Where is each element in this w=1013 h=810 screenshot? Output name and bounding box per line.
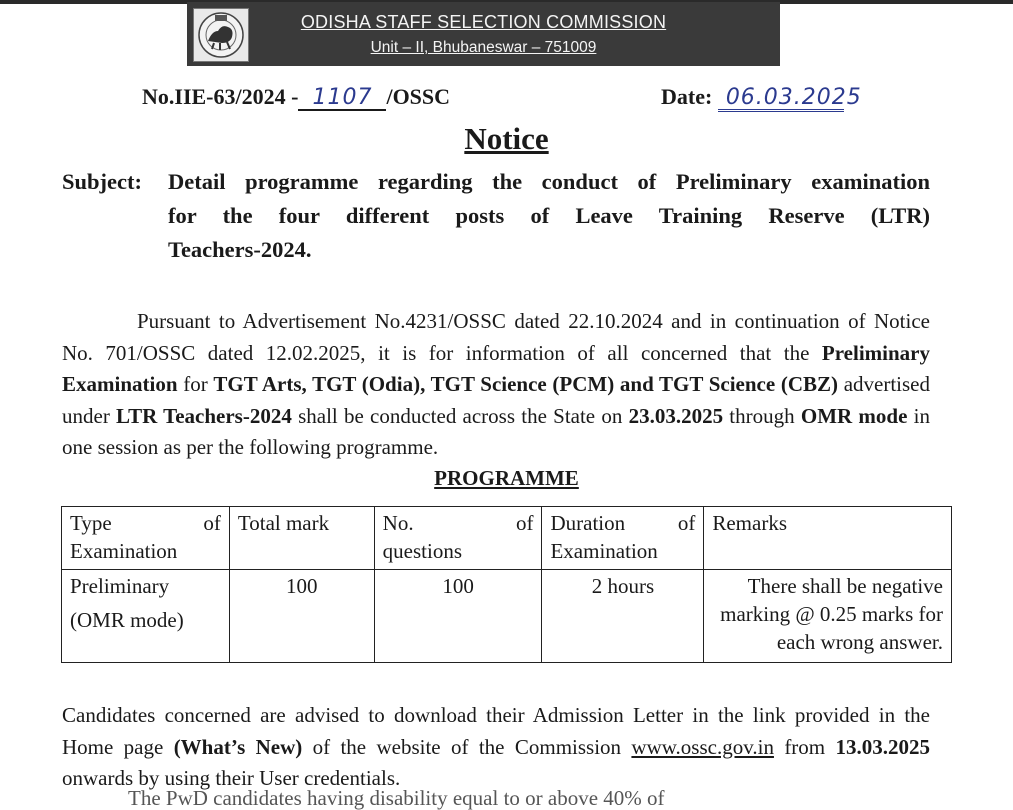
body-text: through [723, 403, 801, 428]
website-link[interactable]: www.ossc.gov.in [631, 734, 774, 759]
notice-date [661, 84, 862, 112]
subject-line-1: Detail programme regarding the conduct of Preliminary examination [168, 169, 930, 194]
header-duration [542, 507, 704, 570]
body-text: Pursuant to Advertisement No.4231/OSSC dated 22.10.2024 and in continuation of Notice No. 701/OSSC dated 12.02.2025, it is for information of all concerned that the [62, 309, 930, 365]
subject-label: Subject: [62, 169, 142, 194]
admission-date: 13.03.2025 [835, 734, 930, 759]
header-text: of [203, 511, 221, 535]
body-text: for [177, 372, 214, 396]
closing-text: Candidates concerned are advised to download their Admission Letter in the link provided in the Home page [62, 703, 930, 759]
notice-title: Notice [464, 121, 549, 156]
table-row [62, 570, 952, 663]
header-text: Examination [70, 539, 178, 563]
cutoff-next-paragraph: The PwD candidates having disability equal to or above 40% of [128, 786, 665, 810]
closing-text: of the website of the Commission [302, 734, 632, 759]
header-total-mark: Total mark [229, 507, 374, 570]
table-header-row [62, 507, 952, 570]
cell-total-mark: 100 [229, 570, 374, 663]
cell-duration: 2 hours [542, 570, 704, 663]
body-bold: TGT Arts, TGT (Odia), TGT Science (PCM) and TGT Science (CBZ) [213, 372, 839, 396]
header-text: of [515, 511, 534, 535]
body-text: advertised under [62, 372, 931, 428]
ref-prefix: No.IIE-63/2024 - [142, 84, 299, 109]
programme-table [61, 506, 952, 663]
header-type [62, 507, 230, 570]
cell-text: (OMR mode) [70, 608, 184, 632]
ref-suffix: /OSSC [386, 84, 451, 109]
org-name: ODISHA STAFF SELECTION COMMISSION [300, 12, 667, 32]
body-text: shall be conducted across the State on [291, 403, 629, 428]
header-text: questions [382, 539, 462, 563]
reference-number [142, 84, 450, 111]
header-text: No. [382, 511, 414, 535]
body-bold: Preliminary Examination [62, 340, 930, 396]
header-text: Examination [550, 539, 658, 563]
body-text: in one session as per the following programme. [62, 403, 930, 459]
org-address: Unit – II, Bhubaneswar – 751009 [370, 39, 597, 56]
cell-text: Preliminary [70, 574, 170, 598]
closing-bold: (What’s New) [173, 734, 303, 759]
date-label: Date: [661, 84, 713, 109]
header-text: of [677, 511, 696, 535]
handwritten-date: 06.03.2025 [725, 85, 862, 110]
programme-heading: PROGRAMME [434, 466, 579, 490]
header-text: Duration [550, 511, 626, 535]
exam-date: 23.03.2025 [628, 403, 724, 428]
cell-questions: 100 [374, 570, 542, 663]
closing-text: from [773, 734, 836, 759]
cell-remarks: There shall be negative marking @ 0.25 marks for each wrong answer. [704, 570, 952, 663]
body-paragraph [62, 306, 930, 464]
subject-line-2: for the four different posts of Leave Training Reserve (LTR) [168, 203, 930, 228]
handwritten-ref-number: 1107 [312, 85, 373, 110]
cell-type [62, 570, 230, 663]
header-remarks: Remarks [704, 507, 952, 570]
exam-mode: OMR mode [800, 403, 908, 428]
subject-line-3: Teachers-2024. [168, 237, 312, 262]
header-questions [374, 507, 542, 570]
closing-text: onwards by using their User credentials. [62, 766, 401, 790]
header-text: Type [70, 511, 112, 535]
letterhead [187, 2, 780, 66]
body-bold: LTR Teachers-2024 [116, 403, 292, 428]
